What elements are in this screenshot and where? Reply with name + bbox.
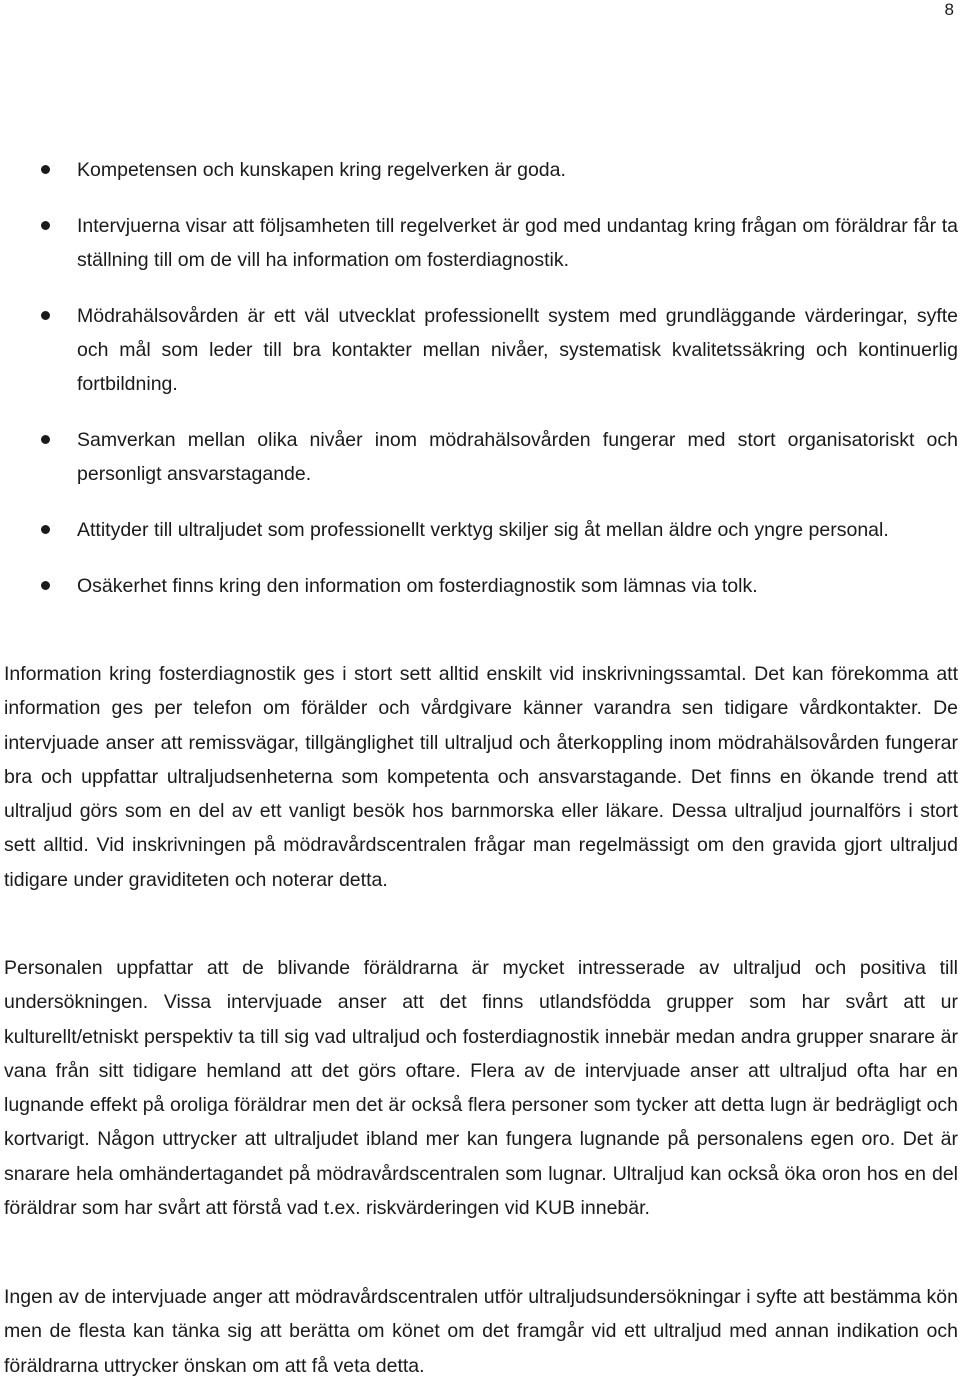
bullet-text: Mödrahälsovården är ett väl utvecklat professionellt system med grundläggande värderingar, syfte och mål som leder till bra kontakter mellan nivåer, systematisk kvalitetssäkring och kontinuerlig fortbildning. — [77, 305, 958, 395]
bullet-text: Attityder till ultraljudet som professionellt verktyg skiljer sig åt mellan äldre och yngre personal. — [77, 519, 889, 541]
page-number: 8 — [944, 0, 954, 19]
bullet-item — [0, 209, 960, 277]
bullet-icon — [41, 435, 50, 444]
bullet-icon — [41, 165, 50, 174]
bullet-text: Intervjuerna visar att följsamheten till regelverket är god med undantag kring frågan om föräldrar får ta ställning till om de vill ha information om fosterdiagnostik. — [77, 215, 958, 271]
paragraph-personnel: Personalen uppfattar att de blivande föräldrarna är mycket intresserade av ultraljud och positiva till undersökningen. Vissa intervjuade anser att det finns utlandsfödda grupper som har svårt att ur kulturellt/etniskt perspektiv ta till sig vad ultraljud och fosterdiagnostik innebär medan andra grupper snarare är vana från sitt tidigare hemland att det görs oftare. Flera av de intervjuade anser att ultraljud ofta har en lugnande effekt på oroliga föräldrar men det är också flera personer som tycker att detta lugn är bedrägligt och kortvarigt. Någon uttrycker att ultraljudet ibland mer kan fungera lugnande på personalens egen oro. Det är snarare hela omhändertagandet på mödravårdscentralen som lugnar. Ultraljud kan också öka oron hos en del föräldrar som har svårt att förstå vad t.ex. riskvärderingen vid KUB innebär. — [4, 957, 958, 1220]
bullet-item — [0, 423, 960, 491]
bullet-text: Kompetensen och kunskapen kring regelverken är goda. — [77, 159, 566, 181]
bullet-item — [0, 153, 960, 187]
bullet-text: Samverkan mellan olika nivåer inom mödrahälsovården fungerar med stort organisatoriskt och personligt ansvarstagande. — [77, 429, 958, 485]
bullet-item — [0, 513, 960, 547]
bullet-icon — [41, 525, 50, 534]
findings-bullet-list — [0, 153, 960, 625]
bullet-text: Osäkerhet finns kring den information om fosterdiagnostik som lämnas via tolk. — [77, 575, 758, 597]
bullet-icon — [41, 311, 50, 320]
paragraph-sex-determination: Ingen av de intervjuade anger att mödravårdscentralen utför ultraljudsundersökningar i syfte att bestämma kön men de flesta kan tänka sig att berätta om könet om det framgår vid ett ultraljud med annan indikation och föräldrarna uttrycker önskan om att få veta detta. — [4, 1286, 958, 1377]
bullet-icon — [41, 221, 50, 230]
bullet-icon — [41, 581, 50, 590]
bullet-item — [0, 299, 960, 401]
bullet-item — [0, 569, 960, 603]
paragraph-information: Information kring fosterdiagnostik ges i stort sett alltid enskilt vid inskrivningssamtal. Det kan förekomma att information ges per telefon om förälder och vårdgivare känner varandra sen tidigare vårdkontakter. De intervjuade anser att remissvägar, tillgänglighet till ultraljud och återkoppling inom mödrahälsovården fungerar bra och uppfattar ultraljudsenheterna som kompetenta och ansvarstagande. Det finns en ökande trend att ultraljud görs som en del av ett vanligt besök hos barnmorska eller läkare. Dessa ultraljud journalförs i stort sett alltid. Vid inskrivningen på mödravårdscentralen frågar man regelmässigt om den gravida gjort ultraljud tidigare under graviditeten och noterar detta. — [4, 663, 958, 891]
